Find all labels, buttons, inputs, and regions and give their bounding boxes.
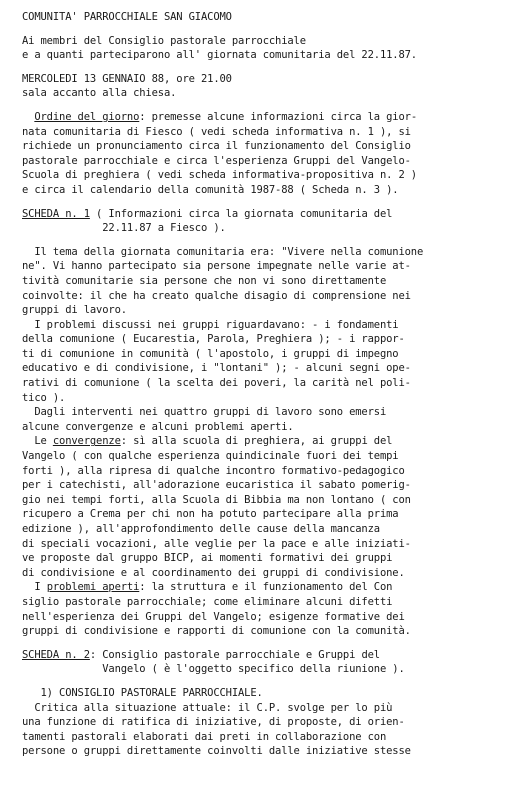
convergenze-label: convergenze [52, 435, 121, 448]
text-line: gio nei tempi forti, alla Scuola di Bibbia ma non lontano ( con [22, 493, 411, 506]
section-title: 1) CONSIGLIO PASTORALE PARROCCHIALE. [22, 686, 263, 699]
text-line: siglio pastorale parrocchiale; come eliminare alcuni difetti [22, 595, 393, 608]
text-line: educativo e di condivisione, i "lontani" ); - alcuni segni ope- [22, 362, 411, 375]
text-line: Critica alla situazione attuale: il C.P. svolge per lo più [22, 701, 393, 714]
text-line: coinvolte: il che ha creato qualche disagio di comprensione nei [22, 289, 411, 302]
text-line: nell'esperienza dei Gruppi del Vangelo; esigenze formative dei [22, 610, 405, 623]
text-line: persone o gruppi direttamente coinvolti dalle iniziative stesse [22, 745, 411, 758]
convergenze-first-line: Le convergenze: sì alla scuola di preghiera, ai gruppi del [22, 435, 393, 448]
text-line: ricupero a Crema per chi non ha potuto partecipare alla prima [22, 508, 399, 521]
text-line: Vangelo ( con qualche esperienza quindicinale fuori dei tempi [22, 450, 399, 463]
parish-heading: COMUNITA' PARROCCHIALE SAN GIACOMO [22, 11, 232, 23]
text-line: Dagli interventi nei quattro gruppi di lavoro sono emersi [22, 406, 387, 419]
scheda1-label: SCHEDA n. 1 [22, 207, 90, 220]
agenda-body [22, 125, 502, 198]
scheda2-title-line2: Vangelo ( è l'oggetto specifico della riunione ). [22, 663, 405, 676]
scheda1-title-line2: 22.11.87 a Fiesco ). [22, 222, 226, 235]
recipients-line-2: e a quanti parteciparono all' giornata comunitaria del 22.11.87. [22, 49, 417, 62]
problemi-paragraph [22, 580, 502, 638]
recipients-line-1: Ai membri del Consiglio pastorale parrocchiale [22, 34, 306, 47]
text-line: alcune convergenze e alcuni problemi aperti. [22, 420, 294, 433]
scheda1-paragraph-2 [22, 318, 502, 406]
text-line: edizione ), all'approfondimento delle cause della mancanza [22, 523, 380, 535]
text-line: forti ), alla ripresa di qualche incontro formativo-pedagogico [22, 464, 405, 477]
agenda-first-rest: : premesse alcune informazioni circa la gior- [139, 110, 417, 123]
text-line: rativi di comunione ( la scelta dei poveri, la carità nel poli- [22, 377, 411, 390]
agenda-line: nata comunitaria di Fiesco ( vedi scheda informativa n. 1 ), si [22, 125, 411, 138]
text-line: ti di comunione in comunità ( l'apostolo, i gruppi di impegno [22, 347, 399, 360]
text-line: I problemi discussi nei gruppi riguardavano: - i fondamenti [22, 318, 399, 331]
text-line: una funzione di ratifica di iniziative, di proposte, di orien- [22, 716, 405, 729]
scheda2-paragraph [22, 701, 502, 759]
scheda2-label: SCHEDA n. 2 [22, 648, 90, 661]
meeting-date: MERCOLEDI 13 GENNAIO 88, ore 21.00 [22, 72, 232, 85]
scheda1-title: SCHEDA n. 1 ( Informazioni circa la giornata comunitaria del [22, 207, 393, 220]
meeting-place: sala accanto alla chiesa. [22, 87, 177, 100]
agenda-label: Ordine del giorno [34, 110, 140, 123]
problemi-first-line: I problemi aperti: la struttura e il funzionamento del Con [22, 581, 393, 594]
agenda-line: e circa il calendario della comunità 1987-88 ( Scheda n. 3 ). [22, 183, 399, 196]
problemi-label: problemi aperti [46, 581, 140, 594]
text-line: per i catechisti, all'adorazione eucaristica il sabato pomerig- [22, 479, 411, 492]
text-line: ne". Vi hanno partecipato sia persone impegnate nelle varie at- [22, 260, 411, 273]
text-line: tività comunitarie sia persone che non vi sono direttamente [22, 274, 387, 287]
agenda-line: pastorale parrocchiale e circa l'esperienza Gruppi del Vangelo- [22, 154, 411, 167]
agenda-line: richiede un pronunciamento circa il funzionamento del Consiglio [22, 140, 411, 153]
scheda1-paragraph-3 [22, 405, 502, 434]
scheda1-paragraph-1 [22, 245, 502, 318]
text-line: della comunione ( Eucarestia, Parola, Preghiera ); - i rappor- [22, 333, 405, 346]
text-line: gruppi di lavoro. [22, 304, 127, 317]
text-line: di condivisione e al coordinamento dei gruppi di condivisione. [22, 566, 405, 579]
scheda2-title: SCHEDA n. 2: Consiglio pastorale parrocchiale e Gruppi del [22, 648, 380, 661]
text-line: tico ). [22, 391, 66, 404]
text-line: ve proposte dal gruppo BICP, ai momenti formativi dei gruppi [22, 552, 393, 565]
agenda-first-line [22, 110, 502, 125]
convergenze-paragraph [22, 434, 502, 580]
agenda-line: Scuola di preghiera ( vedi scheda informativa-propositiva n. 2 ) [22, 169, 417, 182]
text-line: gruppi di condivisione e rapporti di comunione con la comunità. [22, 625, 411, 638]
text-line: Il tema della giornata comunitaria era: "Vivere nella comunione [22, 245, 424, 258]
text-line: tamenti pastorali elaborati dai preti in collaborazione con [22, 730, 387, 743]
text-line: di speciali vocazioni, alle veglie per la pace e alle iniziati- [22, 537, 411, 550]
